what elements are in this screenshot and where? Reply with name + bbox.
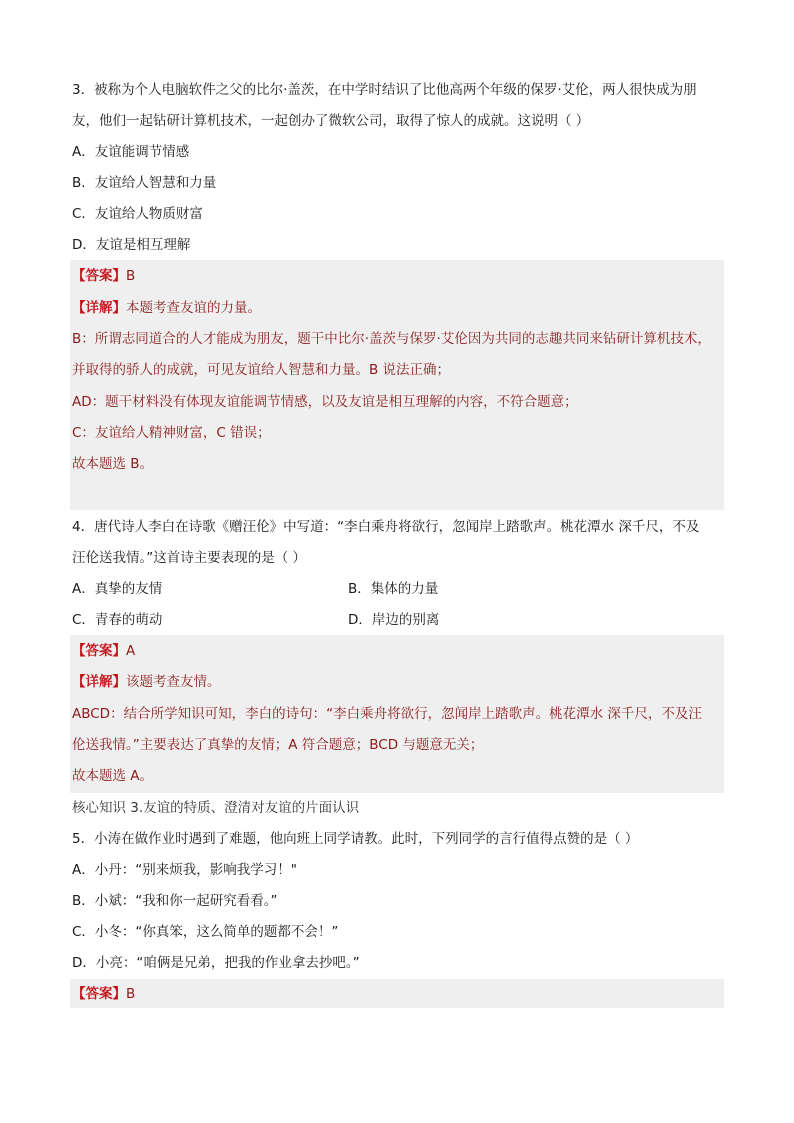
q4-detail-line: ABCD：结合所学知识可知，李白的诗句：“李白乘舟将欲行，忽闻岸上踏歌声。桃花潭水 深千尺，不及汪: [72, 706, 702, 722]
q3-stem-line1: 3．被称为个人电脑软件之父的比尔·盖茨，在中学时结识了比他高两个年级的保罗·艾伦，两人很快成为朋: [72, 82, 697, 98]
answer-tag: 【答案】: [72, 643, 126, 659]
q5-answer: [72, 984, 135, 1004]
q4-detail: [72, 672, 221, 692]
q3-detail-line: 故本题选 B。: [72, 456, 154, 472]
answer-value: B: [126, 986, 136, 1002]
detail-tag: 【详解】: [72, 300, 126, 316]
answer-tag: 【答案】: [72, 268, 126, 284]
q3-detail-line: AD：题干材料没有体现友谊能调节情感，以及友谊是相互理解的内容，不符合题意；: [72, 394, 578, 410]
q3-option-c: C．友谊给人物质财富: [72, 206, 203, 222]
detail-intro: 本题考查友谊的力量。: [126, 300, 261, 316]
q3-answer: [72, 266, 135, 286]
q4-option-d: D．岸边的别离: [348, 612, 440, 628]
q4-answer: [72, 641, 135, 661]
q3-stem-line2: 友，他们一起钻研计算机技术，一起创办了微软公司，取得了惊人的成就。这说明（ ）: [72, 113, 590, 129]
q5-option-c: C．小冬：“你真笨，这么简单的题都不会！”: [72, 924, 339, 940]
q3-option-a: A．友谊能调节情感: [72, 144, 190, 160]
q4-option-b: B．集体的力量: [348, 581, 439, 597]
q3-option-b: B．友谊给人智慧和力量: [72, 175, 217, 191]
q3-detail: [72, 298, 261, 318]
answer-value: A: [126, 643, 136, 659]
q3-detail-line: C：友谊给人精神财富，C 错误；: [72, 425, 271, 441]
q5-stem: 5．小涛在做作业时遇到了难题，他向班上同学请教。此时，下列同学的言行值得点赞的是（ ）: [72, 831, 639, 847]
q4-detail-line: 伦送我情。”主要表达了真挚的友情；A 符合题意；BCD 与题意无关；: [72, 737, 484, 753]
q4-stem-line2: 汪伦送我情。”这首诗主要表现的是（ ）: [72, 550, 307, 566]
q4-option-c: C．青春的萌动: [72, 612, 163, 628]
detail-intro: 该题考查友情。: [126, 674, 221, 690]
q5-option-a: A．小丹：“别来烦我，影响我学习！": [72, 862, 297, 878]
q4-detail-line: 故本题选 A。: [72, 768, 154, 784]
q5-option-b: B．小斌：“我和你一起研究看看。”: [72, 893, 278, 909]
detail-tag: 【详解】: [72, 674, 126, 690]
core-knowledge-heading: 核心知识 3.友谊的特质、澄清对友谊的片面认识: [72, 800, 360, 816]
q3-option-d: D．友谊是相互理解: [72, 237, 191, 253]
q4-stem-line1: 4．唐代诗人李白在诗歌《赠汪伦》中写道：“李白乘舟将欲行，忽闻岸上踏歌声。桃花潭水 深千尺，不及: [72, 519, 700, 535]
q4-option-a: A．真挚的友情: [72, 581, 163, 597]
answer-tag: 【答案】: [72, 986, 126, 1002]
q5-answer-box: [70, 979, 724, 1008]
answer-value: B: [126, 268, 136, 284]
q3-detail-line: B：所谓志同道合的人才能成为朋友，题干中比尔·盖茨与保罗·艾伦因为共同的志趣共同来钻研计算机技术，: [72, 331, 711, 347]
q5-option-d: D．小亮：“咱俩是兄弟，把我的作业拿去抄吧。”: [72, 955, 360, 971]
q3-detail-line: 并取得的骄人的成就，可见友谊给人智慧和力量。B 说法正确；: [72, 362, 451, 378]
